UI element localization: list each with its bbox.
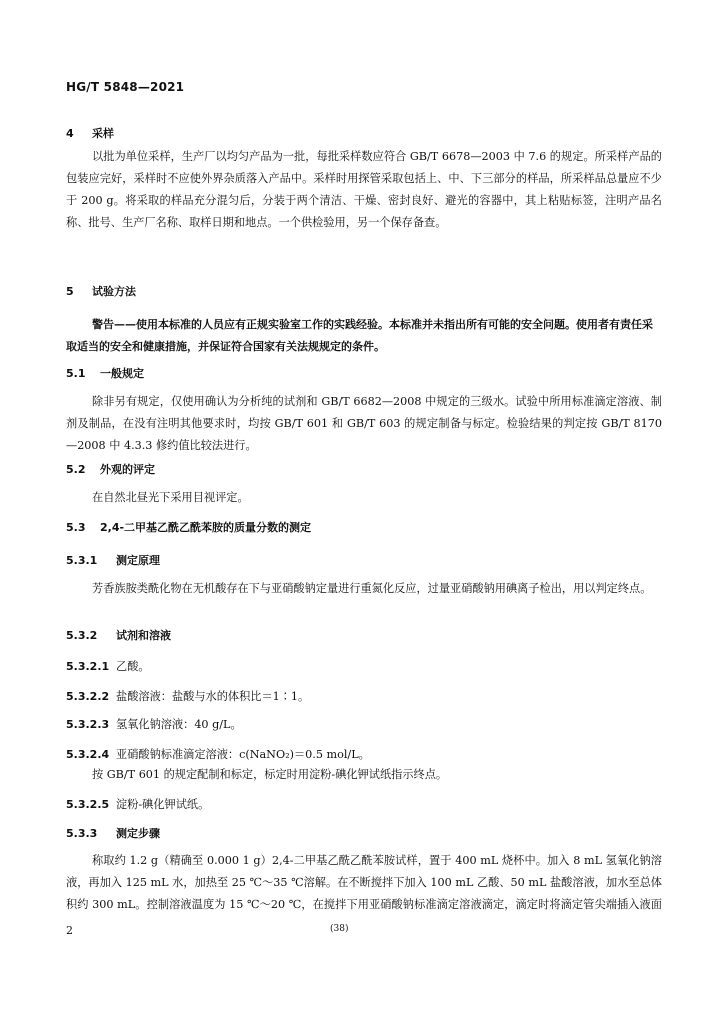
sequence-number: (38) — [330, 924, 349, 934]
reagent-item: 5.3.2.1 乙酸。 — [66, 660, 150, 673]
page-number: 2 — [66, 924, 73, 937]
section-5-2-text: 在自然北昼光下采用目视评定。 — [92, 491, 249, 504]
section-5-3-2-heading: 5.3.2 试剂和溶液 — [66, 629, 171, 642]
section-4-heading: 4 采样 — [66, 127, 114, 140]
section-5-3-1-text: 芳香族胺类酰化物在无机酸存在下与亚硝酸钠定量进行重氮化反应，过量亚硝酸钠用碘离子检出，用以判定终点。 — [92, 582, 652, 595]
reagent-item: 5.3.2.2 盐酸溶液：盐酸与水的体积比＝1∶1。 — [66, 690, 310, 703]
section-5-3-3-heading: 5.3.3 测定步骤 — [66, 827, 160, 840]
section-5-2-heading: 5.2 外观的评定 — [66, 463, 155, 476]
section-5-1-heading: 5.1 一般规定 — [66, 367, 144, 380]
section-5-3-1-heading: 5.3.1 测定原理 — [66, 554, 160, 567]
section-4-text: 以批为单位采样，生产厂以均匀产品为一批，每批采样数应符合 GB/T 6678—2003 中 7.6 的规定。所采样产品的包装应完好，采样时不应使外界杂质落入产品中。采样时用探管采取包括上、中、下三部分的样品，所采样品总量应不少于 200 g。将采取的样品充分混匀后，分装于两个清洁、干燥、密封良好、避光的容器中，其上粘贴标签，注明产品名称、批号、生产厂名称、取样日期和地点。一个供检验用，另一个保存备查。 — [66, 150, 662, 229]
reagent-note: 按 GB/T 601 的规定配制和标定，标定时用淀粉-碘化钾试纸指示终点。 — [92, 768, 448, 781]
section-5-3-3-text: 称取约 1.2 g（精确至 0.000 1 g）2,4-二甲基乙酰乙酰苯胺试样，置于 400 mL 烧杯中。加入 8 mL 氢氧化钠溶液，再加入 125 mL 水，加热至 25 ℃～35 ℃溶解。在不断搅拌下加入 100 mL 乙酸、50 mL 盐酸溶液，加水至总体积约 300 mL。控制溶液温度为 15 ℃～20 ℃，在搅拌下用亚硝酸钠标准滴定溶液滴定，滴定时将滴定管尖端插入液面 — [66, 854, 662, 911]
warning-paragraph: 警告——使用本标准的人员应有正规实验室工作的实践经验。本标准并未指出所有可能的安全问题。使用者有责任采取适当的安全和健康措施，并保证符合国家有关法规规定的条件。 — [66, 318, 653, 353]
section-5-3-heading: 5.3 2,4-二甲基乙酰乙酰苯胺的质量分数的测定 — [66, 521, 312, 534]
section-5-heading: 5 试验方法 — [66, 285, 136, 298]
reagent-item: 5.3.2.4 亚硝酸钠标准滴定溶液：c(NaNO₂)＝0.5 mol/L。 — [66, 748, 370, 761]
reagent-item: 5.3.2.5 淀粉-碘化钾试纸。 — [66, 798, 210, 811]
section-5-1-text: 除非另有规定，仅使用确认为分析纯的试剂和 GB/T 6682—2008 中规定的三级水。试验中所用标准滴定溶液、制剂及制品，在没有注明其他要求时，均按 GB/T 601 和 GB/T 603 的规定制备与标定。检验结果的判定按 GB/T 8170—2008 中 4.3.3 修约值比较法进行。 — [66, 395, 662, 452]
reagent-item: 5.3.2.3 氢氧化钠溶液：40 g/L。 — [66, 718, 242, 731]
standard-code: HG/T 5848—2021 — [66, 80, 185, 94]
